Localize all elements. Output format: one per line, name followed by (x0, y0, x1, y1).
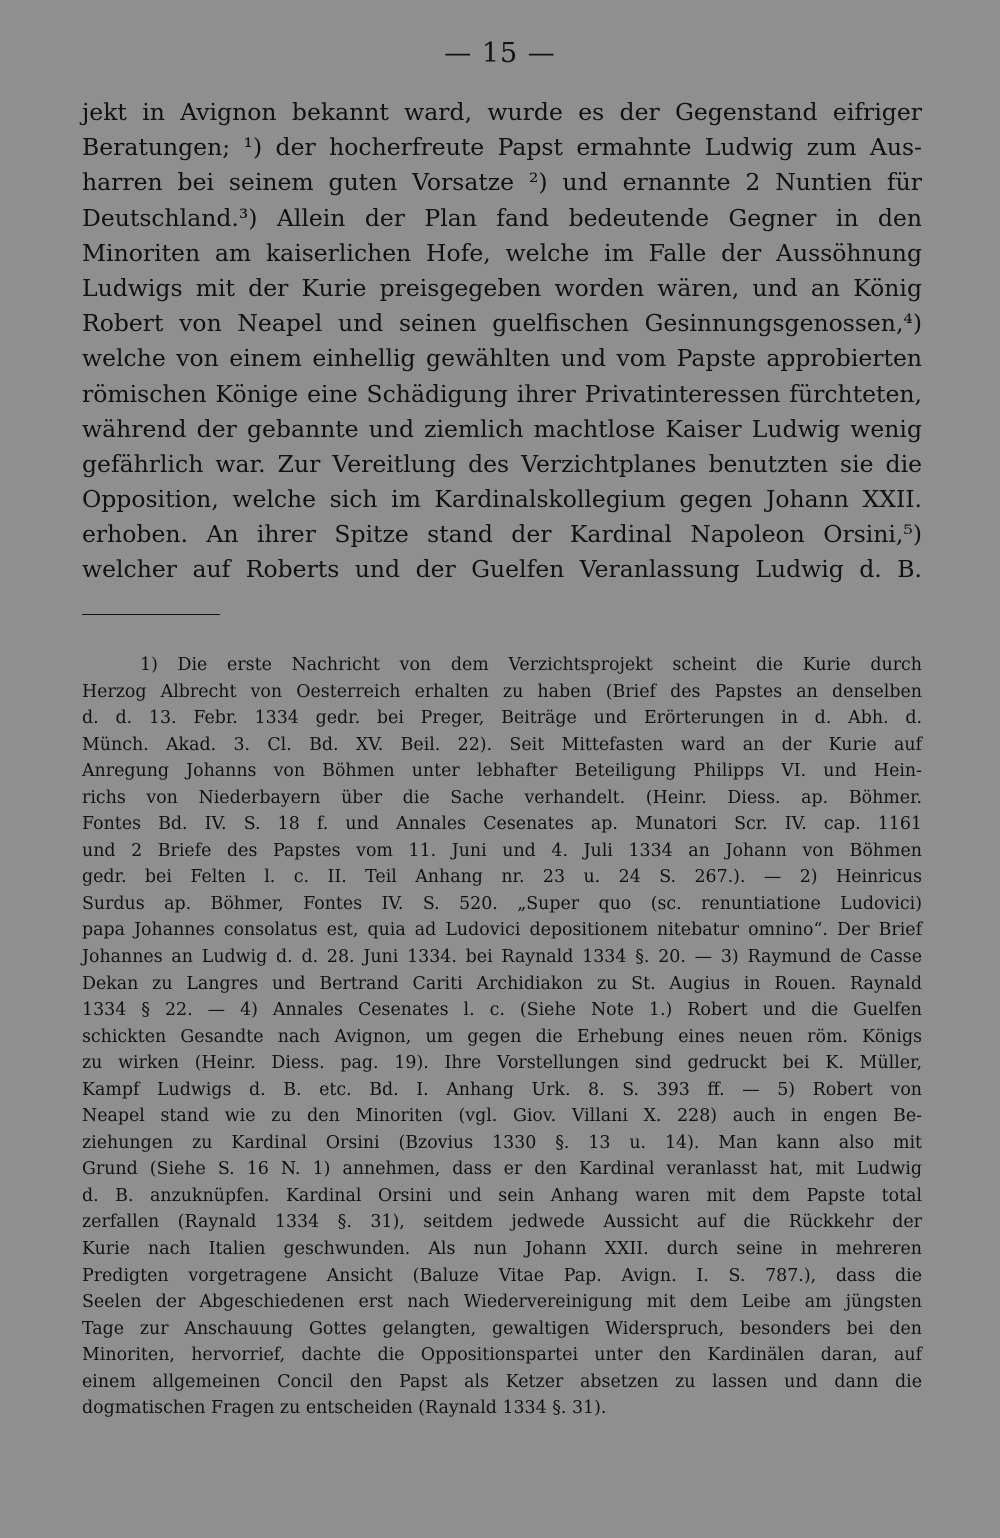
footnote-line: Seelen der Abgeschiedenen erst nach Wiedervereinigung mit dem Leibe am jüngsten (82, 1292, 922, 1313)
text-line: Opposition, welche sich im Kardinalskollegium gegen Johann XXII. (82, 485, 922, 514)
footnote-line: 1334 § 22. — 4) Annales Cesenates l. c. (Siehe Note 1.) Robert und die Guelfen (82, 1000, 922, 1021)
footnote-line: Tage zur Anschauung Gottes gelangten, gewaltigen Widerspruch, besonders bei den (82, 1318, 922, 1339)
footnotes (82, 652, 922, 1422)
text-line: Minoriten am kaiserlichen Hofe, welche im Falle der Aussöhnung (82, 238, 922, 267)
footnote-line: Predigten vorgetragene Ansicht (Baluze Vitae Pap. Avign. I. S. 787.), dass die (82, 1265, 922, 1286)
footnote-line: schickten Gesandte nach Avignon, um gegen die Erhebung eines neuen röm. Königs (82, 1026, 922, 1047)
text-line: römischen Könige eine Schädigung ihrer Privatinteressen fürchteten, (82, 379, 922, 408)
text-line: Ludwigs mit der Kurie preisgegeben worden wären, und an König (82, 273, 922, 302)
footnote-line: Kurie nach Italien geschwunden. Als nun Johann XXII. durch seine in mehreren (82, 1239, 922, 1260)
text-line: gefährlich war. Zur Vereitlung des Verzichtplanes benutzten sie die (82, 449, 922, 478)
main-text (82, 95, 922, 588)
footnote-line: richs von Niederbayern über die Sache verhandelt. (Heinr. Diess. ap. Böhmer. (82, 787, 922, 808)
text-line: welche von einem einhellig gewählten und vom Papste approbierten (82, 344, 922, 373)
footnote-line: Fontes Bd. IV. S. 18 f. und Annales Cesenates ap. Munatori Scr. IV. cap. 1161 (82, 814, 922, 835)
footnote-line: d. B. anzuknüpfen. Kardinal Orsini und sein Anhang waren mit dem Papste total (82, 1185, 922, 1206)
text-line: Robert von Neapel und seinen guelfischen Gesinnungsgenossen,⁴) (82, 309, 922, 338)
text-line: erhoben. An ihrer Spitze stand der Kardinal Napoleon Orsini,⁵) (82, 520, 922, 549)
footnote-line: Surdus ap. Böhmer, Fontes IV. S. 520. „Super quo (sc. renuntiatione Ludovici) (82, 893, 922, 914)
footnote-line: papa Johannes consolatus est, quia ad Ludovici depositionem nitebatur omnino“. Der Brief (82, 920, 922, 941)
page-number: — 15 — (444, 38, 556, 69)
footnote-line: Münch. Akad. 3. Cl. Bd. XV. Beil. 22). Seit Mittefasten ward an der Kurie auf (82, 734, 922, 755)
footnote-separator (82, 614, 220, 615)
text-line: harren bei seinem guten Vorsatze ²) und ernannte 2 Nuntien für (82, 168, 922, 197)
footnote-line: Grund (Siehe S. 16 N. 1) annehmen, dass er den Kardinal veranlasst hat, mit Ludwig (82, 1159, 922, 1180)
footnote-line: Dekan zu Langres und Bertrand Cariti Archidiakon zu St. Augius in Rouen. Raynald (82, 973, 922, 994)
footnote-line: Kampf Ludwigs d. B. etc. Bd. I. Anhang Urk. 8. S. 393 ff. — 5) Robert von (82, 1079, 922, 1100)
footnote-line: Herzog Albrecht von Oesterreich erhalten zu haben (Brief des Papstes an denselben (82, 681, 922, 702)
footnote-line: Anregung Johanns von Böhmen unter lebhafter Beteiligung Philipps VI. und Hein- (82, 761, 922, 782)
footnote-line: Neapel stand wie zu den Minoriten (vgl. Giov. Villani X. 228) auch in engen Be- (82, 1106, 922, 1127)
footnote-line: zerfallen (Raynald 1334 §. 31), seitdem jedwede Aussicht auf die Rückkehr der (82, 1212, 922, 1233)
text-line: Beratungen; ¹) der hocherfreute Papst ermahnte Ludwig zum Aus- (82, 133, 922, 162)
text-line: während der gebannte und ziemlich machtlose Kaiser Ludwig wenig (82, 414, 922, 443)
footnote-line: einem allgemeinen Concil den Papst als Ketzer absetzen zu lassen und dann die (82, 1371, 922, 1392)
footnote-line: und 2 Briefe des Papstes vom 11. Juni und 4. Juli 1334 an Johann von Böhmen (82, 840, 922, 861)
footnote-line: dogmatischen Fragen zu entscheiden (Raynald 1334 §. 31). (82, 1398, 607, 1419)
text-line: Deutschland.³) Allein der Plan fand bedeutende Gegner in den (82, 203, 922, 232)
footnote-line: zu wirken (Heinr. Diess. pag. 19). Ihre Vorstellungen sind gedruckt bei K. Müller, (82, 1053, 922, 1074)
text-line: welcher auf Roberts und der Guelfen Veranlassung Ludwig d. B. (82, 555, 922, 584)
footnote-line: ziehungen zu Kardinal Orsini (Bzovius 1330 §. 13 u. 14). Man kann also mit (82, 1132, 922, 1153)
text-line: jekt in Avignon bekannt ward, wurde es der Gegenstand eifriger (82, 98, 922, 126)
footnote-line: 1) Die erste Nachricht von dem Verzichtsprojekt scheint die Kurie durch (140, 655, 922, 675)
footnote-line: d. d. 13. Febr. 1334 gedr. bei Preger, Beiträge und Erörterungen in d. Abh. d. (82, 708, 922, 729)
footnote-line: Minoriten, hervorrief, dachte die Oppositionspartei unter den Kardinälen daran, auf (82, 1345, 922, 1366)
footnote-line: gedr. bei Felten l. c. II. Teil Anhang nr. 23 u. 24 S. 267.). — 2) Heinricus (82, 867, 922, 888)
footnote-line: Johannes an Ludwig d. d. 28. Juni 1334. bei Raynald 1334 §. 20. — 3) Raymund de Casse (82, 947, 922, 968)
